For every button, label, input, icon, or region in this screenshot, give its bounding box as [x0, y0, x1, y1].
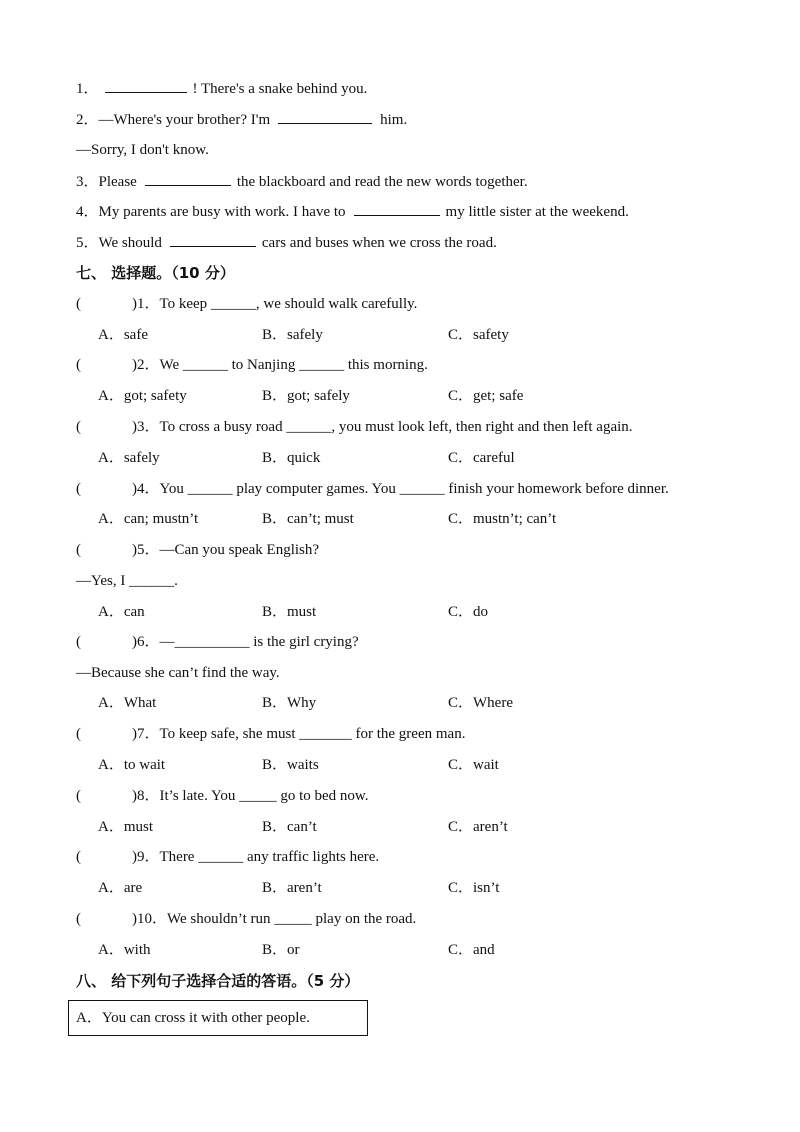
option-c[interactable]: C．mustn’t; can’t	[448, 511, 557, 527]
question-stem: )2．We ______ to Nanjing ______ this morning.	[132, 357, 428, 373]
answer-paren[interactable]: (	[76, 849, 81, 865]
option-a[interactable]: A．got; safety	[98, 388, 187, 404]
option-a[interactable]: A．can; mustn’t	[98, 511, 199, 527]
question-8	[76, 786, 369, 806]
item-text: my little sister at the weekend.	[445, 204, 629, 220]
question-stem: )8．It’s late. You _____ go to bed now.	[132, 788, 369, 804]
option-c[interactable]: C．and	[448, 942, 495, 958]
option-c[interactable]: C．isn’t	[448, 880, 500, 896]
answer-choice-a: A．You can cross it with other people.	[76, 1010, 310, 1026]
option-b[interactable]: B．or	[262, 942, 300, 958]
option-c[interactable]: C．wait	[448, 757, 499, 773]
answer-paren[interactable]: (	[76, 542, 81, 558]
option-a[interactable]: A．safe	[98, 327, 148, 343]
options-6	[98, 693, 513, 713]
question-7	[76, 724, 465, 744]
question-stem: )3．To cross a busy road ______, you must look left, then right and then left again.	[132, 419, 633, 435]
option-b[interactable]: B．safely	[262, 327, 323, 343]
option-a[interactable]: A．What	[98, 695, 157, 711]
answer-blank[interactable]	[278, 109, 372, 124]
fill-item-2-reply	[76, 140, 209, 160]
question-10	[76, 909, 416, 929]
question-stem: )9．There ______ any traffic lights here.	[132, 849, 380, 865]
fill-item-2	[76, 109, 407, 130]
answer-blank[interactable]	[145, 171, 231, 186]
question-4	[76, 479, 669, 499]
item-text: cars and buses when we cross the road.	[261, 235, 497, 251]
item-number: 5．	[76, 235, 99, 251]
option-a[interactable]: A．can	[98, 604, 145, 620]
option-a[interactable]: A．with	[98, 942, 151, 958]
answer-blank[interactable]	[170, 232, 256, 247]
item-number: 3．	[76, 174, 99, 190]
option-a[interactable]: A．safely	[98, 450, 160, 466]
options-2	[98, 386, 523, 406]
question-1	[76, 294, 417, 314]
item-text: —Sorry, I don't know.	[76, 142, 209, 158]
option-c[interactable]: C．safety	[448, 327, 509, 343]
option-b[interactable]: B．must	[262, 604, 317, 620]
answer-paren[interactable]: (	[76, 481, 81, 497]
question-stem: )6．—__________ is the girl crying?	[132, 634, 359, 650]
question-5-reply: —Yes, I ______.	[76, 573, 178, 589]
option-c[interactable]: C．get; safe	[448, 388, 524, 404]
option-b[interactable]: B．can’t	[262, 819, 317, 835]
option-a[interactable]: A．must	[98, 819, 154, 835]
question-6-reply: —Because she can’t find the way.	[76, 665, 280, 681]
answer-choices-box	[68, 1000, 368, 1036]
answer-paren[interactable]: (	[76, 296, 81, 312]
answer-paren[interactable]: (	[76, 726, 81, 742]
fill-item-1	[76, 78, 367, 99]
answer-blank[interactable]	[354, 201, 440, 216]
answer-paren[interactable]: (	[76, 419, 81, 435]
options-5	[98, 602, 488, 622]
question-stem: )7．To keep safe, she must _______ for the green man.	[132, 726, 466, 742]
option-b[interactable]: B．waits	[262, 757, 319, 773]
options-7	[98, 755, 499, 775]
item-number: 2．	[76, 112, 99, 128]
item-text: —Where's your brother? I'm	[98, 112, 271, 128]
question-stem: )1．To keep ______, we should walk carefully.	[132, 296, 418, 312]
options-3	[98, 448, 515, 468]
options-9	[98, 878, 499, 898]
question-stem: )4．You ______ play computer games. You ______ finish your homework before dinner.	[132, 481, 669, 497]
fill-item-3	[76, 171, 528, 192]
question-stem: )5．—Can you speak English?	[132, 542, 320, 558]
question-5	[76, 540, 319, 560]
option-a[interactable]: A．are	[98, 880, 143, 896]
section-8-heading: 八、 给下列句子选择合适的答语。（5 分）	[76, 972, 360, 990]
item-number: 1．	[76, 81, 99, 97]
item-text: My parents are busy with work. I have to	[98, 204, 346, 220]
option-c[interactable]: C．do	[448, 604, 489, 620]
question-stem: )10．We shouldn’t run _____ play on the road.	[132, 911, 417, 927]
item-text: the blackboard and read the new words together.	[236, 174, 528, 190]
fill-item-5	[76, 232, 497, 253]
fill-item-4	[76, 201, 629, 222]
question-9	[76, 847, 379, 867]
section-7-heading: 七、 选择题。（10 分）	[76, 264, 235, 282]
option-b[interactable]: B．can’t; must	[262, 511, 354, 527]
option-b[interactable]: B．got; safely	[262, 388, 350, 404]
item-text: ! There's a snake behind you.	[192, 81, 368, 97]
option-c[interactable]: C．Where	[448, 695, 513, 711]
item-text: We should	[98, 235, 162, 251]
option-a[interactable]: A．to wait	[98, 757, 166, 773]
answer-paren[interactable]: (	[76, 357, 81, 373]
answer-blank[interactable]	[105, 78, 187, 93]
options-10	[98, 940, 495, 960]
question-2	[76, 355, 428, 375]
item-number: 4．	[76, 204, 99, 220]
option-b[interactable]: B．Why	[262, 695, 317, 711]
options-8	[98, 817, 508, 837]
options-1	[98, 325, 509, 345]
option-c[interactable]: C．aren’t	[448, 819, 508, 835]
option-b[interactable]: B．aren’t	[262, 880, 322, 896]
option-c[interactable]: C．careful	[448, 450, 515, 466]
answer-paren[interactable]: (	[76, 634, 81, 650]
options-4	[98, 509, 556, 529]
question-6	[76, 632, 359, 652]
answer-paren[interactable]: (	[76, 788, 81, 804]
answer-paren[interactable]: (	[76, 911, 81, 927]
item-text: Please	[98, 174, 137, 190]
item-text: him.	[380, 112, 408, 128]
question-3	[76, 417, 633, 437]
option-b[interactable]: B．quick	[262, 450, 321, 466]
